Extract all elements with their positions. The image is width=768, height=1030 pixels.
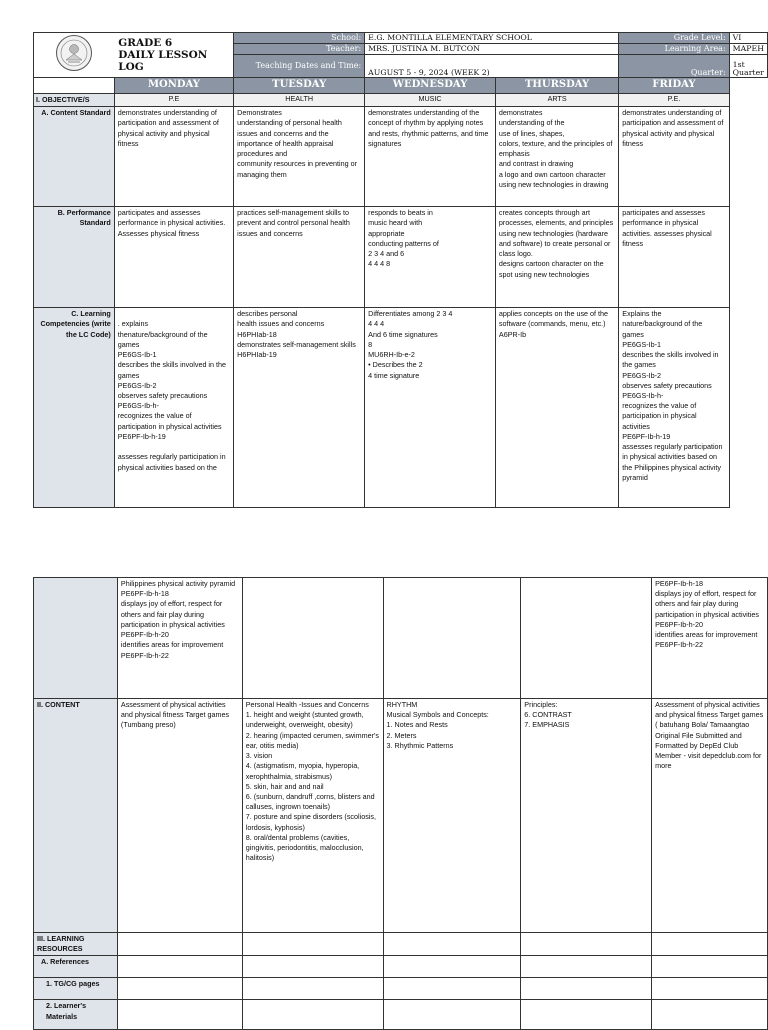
title-log: DAILY LESSON LOG: [118, 48, 208, 74]
title-grade: GRADE 6: [118, 36, 173, 49]
references-friday: [652, 956, 768, 978]
grade-level-label: Grade Level:: [619, 33, 729, 44]
tg-pages-thursday: [521, 978, 652, 1000]
performance-standard-friday: participates and assesses performance in physical activities. assesses physical fitness: [619, 207, 729, 308]
subject-monday: P.E: [114, 94, 233, 107]
performance-standard-wednesday: responds to beats in music heard with appropriate conducting patterns of 2 3 4 and 6 4 4 4 8: [365, 207, 496, 308]
tg-pages-label: 1. TG/CG pages: [34, 978, 118, 1000]
learners-materials-tuesday: [242, 1000, 383, 1030]
content-wednesday: RHYTHM Musical Symbols and Concepts: 1. Notes and Rests 2. Meters 3. Rhythmic Patterns: [383, 699, 521, 933]
day-header-monday: MONDAY: [114, 78, 233, 94]
grade-level-value: VI: [729, 33, 767, 44]
content-standard-thursday: demonstrates understanding of the use of lines, shapes, colors, texture, and the principles of emphasis and contrast in drawing a logo and own cartoon character using new technologies in drawing: [495, 107, 618, 207]
subject-friday: P.E.: [619, 94, 729, 107]
teacher-value: MRS. JUSTINA M. BUTCON: [365, 44, 619, 55]
day-header-tuesday: TUESDAY: [234, 78, 365, 94]
content-standard-label: A. Content Standard: [34, 107, 115, 207]
quarter-value: 1st Quarter: [729, 55, 767, 78]
lesson-log-table-continued: [33, 577, 768, 1030]
objectives-label: I. OBJECTIVE/S: [34, 94, 115, 107]
continued-friday: PE6PF-Ib-h-18 displays joy of effort, respect for others and fair play during participation in physical activities PE6PF-Ib-h-20 identifies areas for improvement PE6PF-Ib-h-22: [652, 578, 768, 699]
learning-competencies-monday: . explains thenature/background of the games PE6GS-Ib-1 describes the skills involved in the games PE6GS-Ib-2 observes safety precautions PE6GS-Ib-h- recognizes the value of participation in physical activities PE6PF-Ib-h-19 assesses regularly participation in physical activities based on the: [114, 308, 233, 508]
day-header-friday: FRIDAY: [619, 78, 729, 94]
teaching-dates-label: Teaching Dates and Time:: [234, 55, 365, 78]
performance-standard-tuesday: practices self-management skills to prevent and control personal health issues and concerns: [234, 207, 365, 308]
teaching-dates-value: AUGUST 5 - 9, 2024 (WEEK 2): [365, 55, 619, 78]
page-title: [114, 33, 233, 78]
learning-competencies-wednesday: Differentiates among 2 3 4 4 4 4 And 6 time signatures 8 MU6RH-Ib-e-2 • Describes the 2 4 time signature: [365, 308, 496, 508]
content-friday: Assessment of physical activities and physical fitness Target games ( batuhang Bola/ Tamaangtao Original File Submitted and Formatted by DepEd Club Member - visit depedclub.com for more: [652, 699, 768, 933]
deped-seal-icon: [55, 34, 93, 72]
tg-pages-friday: [652, 978, 768, 1000]
content-standard-tuesday: Demonstrates understanding of personal health issues and concerns and the importance of health appraisal procedures and community resources in preventing or managing them: [234, 107, 365, 207]
learning-competencies-tuesday: describes personal health issues and concerns H6PHIab-18 demonstrates self-management skills H6PHIab-19: [234, 308, 365, 508]
learners-materials-wednesday: [383, 1000, 521, 1030]
lesson-log-table: [33, 32, 768, 508]
content-standard-monday: demonstrates understanding of participation and assessment of physical activity and physical fitness: [114, 107, 233, 207]
learning-competencies-label: C. Learning Competencies (write the LC Code): [34, 308, 115, 508]
day-header-blank: [34, 78, 115, 94]
references-monday: [117, 956, 242, 978]
learning-resources-tuesday: [242, 933, 383, 956]
subject-wednesday: MUSIC: [365, 94, 496, 107]
continued-monday: Philippines physical activity pyramid PE6PF-Ib-h-18 displays joy of effort, respect for others and fair play during participation in physical activities PE6PF-Ib-h-20 identifies areas for improvement PE6PF-Ib-h-22: [117, 578, 242, 699]
tg-pages-tuesday: [242, 978, 383, 1000]
school-value: E.G. MONTILLA ELEMENTARY SCHOOL: [365, 33, 619, 44]
day-header-wednesday: WEDNESDAY: [365, 78, 496, 94]
learners-materials-monday: [117, 1000, 242, 1030]
learning-resources-thursday: [521, 933, 652, 956]
content-thursday: Principles: 6. CONTRAST 7. EMPHASIS: [521, 699, 652, 933]
performance-standard-label: B. Performance Standard: [34, 207, 115, 308]
quarter-label: Quarter:: [619, 55, 729, 78]
references-thursday: [521, 956, 652, 978]
learners-materials-friday: [652, 1000, 768, 1030]
learning-area-label: Learning Area:: [619, 44, 729, 55]
continued-tuesday: [242, 578, 383, 699]
learning-competencies-friday: Explains the nature/background of the games PE6GS-Ib-1 describes the skills involved in the games PE6GS-Ib-2 observes safety precautions PE6GS-Ib-h- recognizes the value of participation in physical activities PE6PF-Ib-h-19 assesses regularly participation in physical activities based on the Philippines physical activity pyramid: [619, 308, 729, 508]
references-wednesday: [383, 956, 521, 978]
learning-resources-monday: [117, 933, 242, 956]
continued-wednesday: [383, 578, 521, 699]
learning-resources-wednesday: [383, 933, 521, 956]
learning-resources-friday: [652, 933, 768, 956]
content-standard-friday: demonstrates understanding of participation and assessment of physical activity and physical fitness: [619, 107, 729, 207]
content-tuesday: Personal Health -Issues and Concerns 1. height and weight (stunted growth, underweight, overweight, obesity) 2. hearing (impacted cerumen, swimmer's ear, otitis media) 3. vision 4. (astigmatism, myopia, hyperopia, xerophthalmia, strabismus) 5. skin, hair and and nail 6. (sunburn, dandruff ,corns, blisters and calluses, ingrown toenails) 7. posture and spine disorders (scoliosis, lordosis, kyphosis) 8. oral/dental problems (cavities, gingivitis, periodontitis, malocclusion, halitosis): [242, 699, 383, 933]
tg-pages-wednesday: [383, 978, 521, 1000]
subject-tuesday: HEALTH: [234, 94, 365, 107]
learners-materials-thursday: [521, 1000, 652, 1030]
references-tuesday: [242, 956, 383, 978]
performance-standard-monday: participates and assesses performance in physical activities. Assesses physical fitness: [114, 207, 233, 308]
day-header-thursday: THURSDAY: [495, 78, 618, 94]
subject-thursday: ARTS: [495, 94, 618, 107]
deped-seal-cell: [34, 33, 115, 78]
learning-resources-label: III. LEARNING RESOURCES: [34, 933, 118, 956]
learning-area-value: MAPEH: [729, 44, 767, 55]
learners-materials-label: 2. Learner's Materials: [34, 1000, 118, 1030]
content-monday: Assessment of physical activities and physical fitness Target games (Tumbang preso): [117, 699, 242, 933]
school-label: School:: [234, 33, 365, 44]
tg-pages-monday: [117, 978, 242, 1000]
performance-standard-thursday: creates concepts through art processes, elements, and principles using new technologies (hardware and software) to create personal or class logo. designs cartoon character on the spot using new technologies: [495, 207, 618, 308]
teacher-label: Teacher:: [234, 44, 365, 55]
learning-competencies-thursday: applies concepts on the use of the software (commands, menu, etc.) A6PR-Ib: [495, 308, 618, 508]
continued-thursday: [521, 578, 652, 699]
content-label: II. CONTENT: [34, 699, 118, 933]
continued-label: [34, 578, 118, 699]
references-label: A. References: [34, 956, 118, 978]
content-standard-wednesday: demonstrates understanding of the concept of rhythm by applying notes and rests, rhythmic patterns, and time signatures: [365, 107, 496, 207]
